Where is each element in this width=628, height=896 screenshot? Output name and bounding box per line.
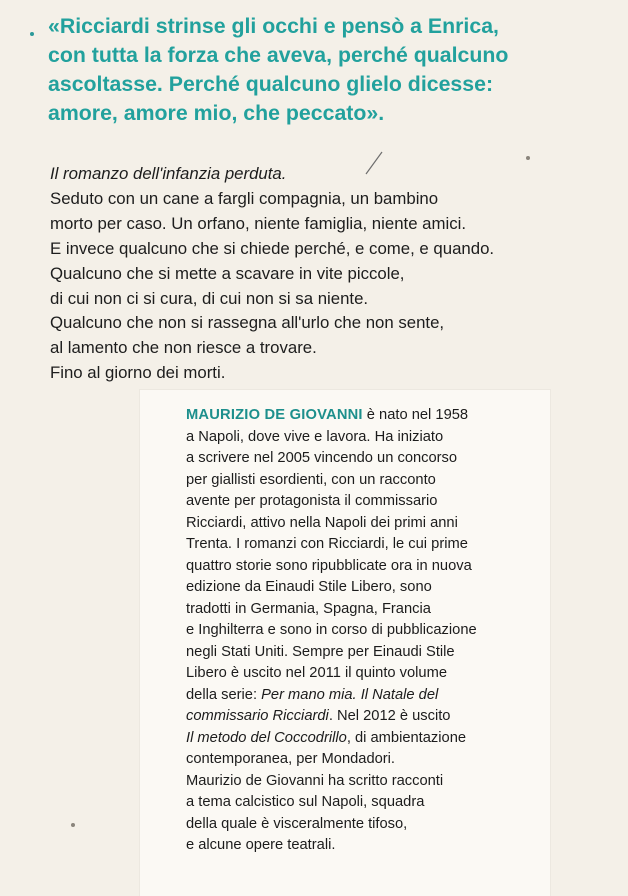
bio-line: Libero è uscito nel 2011 il quinto volume	[186, 665, 448, 681]
quote-line: con tutta la forza che aveva, perché qualcuno	[48, 43, 509, 67]
quote-line: amore, amore mio, che peccato».	[48, 101, 385, 125]
bio-text: è nato nel 1958	[362, 407, 469, 423]
bio-first-line	[186, 405, 566, 427]
paper-speck	[71, 823, 75, 827]
bio-text: . Nel 2012 è uscito	[328, 708, 451, 724]
synopsis-line: Qualcuno che non si rassegna all'urlo che non sente,	[50, 313, 445, 333]
book-title: Per mano mia. Il Natale del	[261, 686, 439, 703]
bio-line	[186, 706, 566, 728]
bio-line	[186, 728, 566, 750]
quote-bullet-dot	[30, 32, 34, 36]
quote-line: ascoltasse. Perché qualcuno glielo dicesse:	[48, 72, 494, 96]
author-name: MAURIZIO DE GIOVANNI	[186, 407, 363, 423]
bio-line: a tema calcistico sul Napoli, squadra	[186, 794, 425, 810]
bio-text: della serie:	[186, 686, 262, 703]
bio-line: tradotti in Germania, Spagna, Francia	[186, 600, 431, 617]
bio-line: quattro storie sono ripubblicate ora in nuova	[186, 557, 472, 574]
bio-line: e alcune opere teatrali.	[186, 837, 336, 853]
book-title: commissario Ricciardi	[186, 708, 329, 724]
bio-line: Maurizio de Giovanni ha scritto racconti	[186, 772, 444, 789]
bio-line: per giallisti esordienti, con un racconto	[186, 471, 436, 488]
bio-line: della quale è visceralmente tifoso,	[186, 815, 408, 832]
bio-line: negli Stati Uniti. Sempre per Einaudi Stile	[186, 643, 455, 660]
bio-line: contemporanea, per Mondadori.	[186, 751, 396, 767]
synopsis-line: E invece qualcuno che si chiede perché, e come, e quando.	[50, 238, 495, 258]
bio-line: a scrivere nel 2005 vincendo un concorso	[186, 450, 458, 466]
quote-line: «Ricciardi strinse gli occhi e pensò a Enrica,	[48, 14, 499, 38]
synopsis	[50, 162, 610, 386]
synopsis-line: morto per caso. Un orfano, niente famiglia, niente amici.	[50, 213, 467, 233]
book-title: Il metodo del Coccodrillo	[186, 729, 347, 746]
synopsis-line: Qualcuno che si mette a scavare in vite piccole,	[50, 263, 405, 283]
back-cover-quote	[48, 12, 608, 128]
synopsis-tagline: Il romanzo dell'infanzia perduta.	[50, 164, 287, 183]
bio-line: a Napoli, dove vive e lavora. Ha iniziato	[186, 428, 444, 445]
bio-line: edizione da Einaudi Stile Libero, sono	[186, 579, 432, 595]
paper-speck	[526, 156, 530, 160]
bio-line: avente per protagonista il commissario	[186, 493, 438, 509]
bio-text: , di ambientazione	[346, 729, 467, 746]
synopsis-line: Fino al giorno dei morti.	[50, 363, 226, 383]
bio-line: e Inghilterra e sono in corso di pubblicazione	[186, 622, 477, 638]
author-bio	[186, 405, 566, 857]
bio-line: Ricciardi, attivo nella Napoli dei primi anni	[186, 514, 458, 531]
synopsis-line: di cui non ci si cura, di cui non si sa niente.	[50, 288, 369, 308]
bio-line: Trenta. I romanzi con Ricciardi, le cui prime	[186, 536, 468, 552]
synopsis-line: Seduto con un cane a fargli compagnia, un bambino	[50, 188, 439, 208]
bio-line	[186, 685, 566, 707]
synopsis-line: al lamento che non riesce a trovare.	[50, 338, 317, 358]
